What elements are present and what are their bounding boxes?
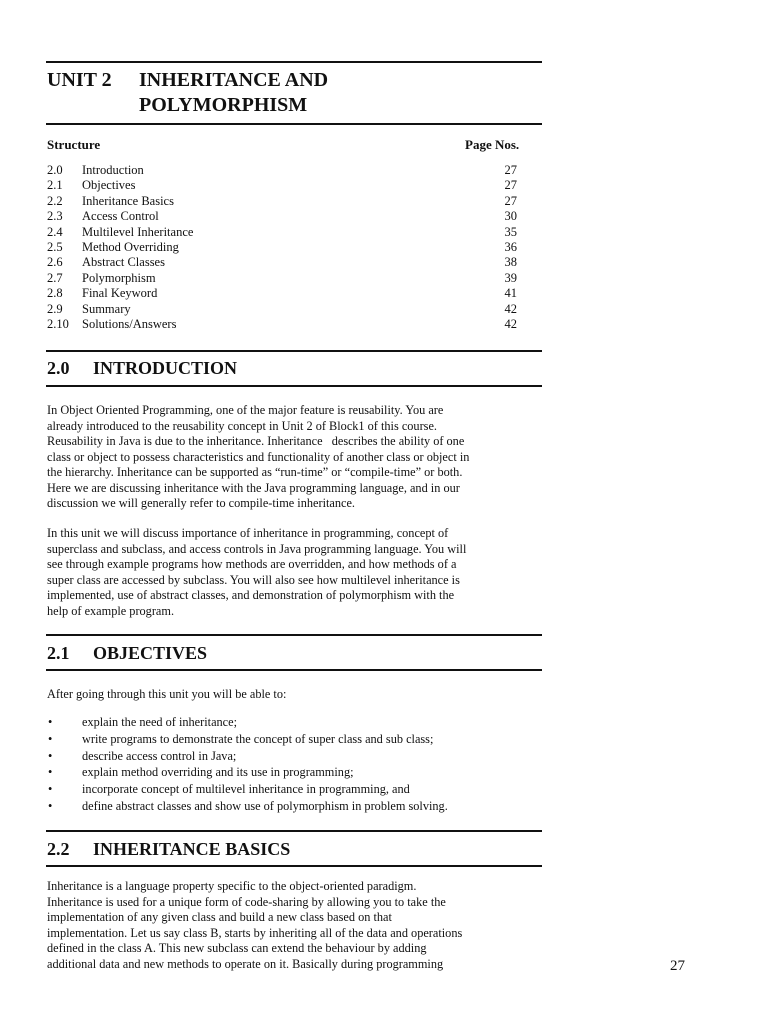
toc-entry-page: 27 xyxy=(504,178,517,193)
toc-entry-label: Access Control xyxy=(82,209,159,224)
list-item xyxy=(47,798,547,815)
bullet-icon: • xyxy=(48,782,53,797)
text-line: the hierarchy. Inheritance can be supported as “run-time” or “compile-time” or both. xyxy=(47,465,463,479)
toc-entry-number: 2.7 xyxy=(47,270,63,285)
list-item-text: define abstract classes and show use of polymorphism in problem solving. xyxy=(82,798,448,813)
toc-entry xyxy=(47,255,517,270)
toc-entry-page: 39 xyxy=(504,270,517,285)
section-title: OBJECTIVES xyxy=(93,643,208,663)
bullet-icon: • xyxy=(48,765,53,780)
text-line: Here we are discussing inheritance with the Java programming language, and in our xyxy=(47,480,460,495)
toc-entry xyxy=(47,209,517,224)
list-item xyxy=(47,781,547,798)
toc-entry-number: 2.6 xyxy=(47,255,63,270)
introduction-paragraph-1 xyxy=(47,403,547,512)
page-number: 27 xyxy=(670,958,685,974)
toc-entry-label: Solutions/Answers xyxy=(82,316,177,331)
toc-entry xyxy=(47,178,517,193)
basics-top-rule xyxy=(46,830,542,832)
text-line: discussion we will generally refer to compile-time inheritance. xyxy=(47,496,355,510)
list-item xyxy=(47,731,547,748)
list-item xyxy=(47,748,547,765)
unit-number: UNIT 2 xyxy=(47,69,112,91)
text-line: Inheritance is used for a unique form of code-sharing by allowing you to take the xyxy=(47,894,446,909)
toc-entry-number: 2.4 xyxy=(47,224,63,239)
list-item-text: explain the need of inheritance; xyxy=(82,715,238,729)
toc-entry-page: 27 xyxy=(504,193,517,208)
objectives-list xyxy=(47,714,547,815)
toc-entry-page: 35 xyxy=(504,224,517,239)
objectives-bottom-rule xyxy=(46,669,542,671)
list-item-text: incorporate concept of multilevel inheritance in programming, and xyxy=(82,782,410,797)
toc-entry xyxy=(47,240,517,255)
toc-entry-page: 41 xyxy=(504,286,517,301)
title-bottom-rule xyxy=(46,123,542,125)
top-rule xyxy=(46,61,542,63)
toc-entry-page: 42 xyxy=(504,316,517,331)
toc-entry-number: 2.2 xyxy=(47,193,63,208)
list-item xyxy=(47,764,547,781)
objectives-heading xyxy=(47,642,207,664)
structure-heading: Structure xyxy=(47,137,101,152)
list-item-text: write programs to demonstrate the concept of super class and sub class; xyxy=(82,731,434,746)
toc-entry xyxy=(47,271,517,286)
intro-top-rule xyxy=(46,350,542,352)
text-line: Inheritance is a language property specific to the object-oriented paradigm. xyxy=(47,879,417,893)
toc-entry-label: Abstract Classes xyxy=(82,255,165,270)
toc-entry-number: 2.9 xyxy=(47,301,63,316)
list-item xyxy=(47,714,547,731)
table-of-contents xyxy=(47,163,517,332)
toc-entry-number: 2.3 xyxy=(47,209,63,224)
toc-entry-label: Introduction xyxy=(82,163,144,177)
section-title: INHERITANCE BASICS xyxy=(93,839,291,859)
inheritance-basics-paragraph xyxy=(47,879,547,972)
toc-entry xyxy=(47,194,517,209)
section-title: INTRODUCTION xyxy=(93,358,238,378)
bullet-icon: • xyxy=(48,731,53,746)
section-number: 2.2 xyxy=(47,839,70,859)
list-item-text: explain method overriding and its use in programming; xyxy=(82,765,354,780)
bullet-icon: • xyxy=(48,715,53,729)
toc-entry-page: 30 xyxy=(504,209,517,224)
objectives-top-rule xyxy=(46,634,542,636)
toc-entry-page: 36 xyxy=(504,239,517,254)
toc-entry xyxy=(47,163,517,178)
toc-entry-label: Summary xyxy=(82,301,131,316)
toc-entry-label: Polymorphism xyxy=(82,270,156,285)
toc-entry xyxy=(47,302,517,317)
toc-entry-label: Final Keyword xyxy=(82,286,158,301)
basics-bottom-rule xyxy=(46,865,542,867)
text-line: defined in the class A. This new subclass can extend the behaviour by adding xyxy=(47,941,427,955)
text-line: class or object to possess characteristics and functionality of another class or object in xyxy=(47,449,470,464)
section-number: 2.1 xyxy=(47,643,70,663)
text-line: additional data and new methods to operate on it. Basically during programming xyxy=(47,956,444,971)
text-line: superclass and subclass, and access controls in Java programming language. You will xyxy=(47,541,467,556)
text-line: Reusability in Java is due to the inheritance. Inheritance describes the ability of one xyxy=(47,434,465,448)
toc-entry-page: 42 xyxy=(504,301,517,316)
unit-title-line-1: INHERITANCE AND xyxy=(139,69,329,91)
text-line: implemented, use of abstract classes, and demonstration of polymorphism with the xyxy=(47,588,455,602)
text-line: super class are accessed by subclass. You will also see how multilevel inheritance is xyxy=(47,572,460,587)
unit-title-line-2: POLYMORPHISM xyxy=(139,94,308,116)
toc-entry-number: 2.10 xyxy=(47,316,69,331)
toc-entry xyxy=(47,286,517,301)
list-item-text: describe access control in Java; xyxy=(82,748,237,763)
toc-entry-page: 27 xyxy=(504,163,517,177)
toc-entry-page: 38 xyxy=(504,255,517,270)
introduction-paragraph-2 xyxy=(47,526,547,619)
objectives-intro: After going through this unit you will be able to: xyxy=(47,687,287,701)
toc-entry xyxy=(47,317,517,332)
text-line: see through example programs how methods are overridden, and how methods of a xyxy=(47,557,457,571)
inheritance-basics-heading xyxy=(47,838,290,860)
page-nos-heading: Page Nos. xyxy=(465,137,520,152)
toc-entry-number: 2.0 xyxy=(47,163,63,177)
toc-entry-label: Method Overriding xyxy=(82,239,179,254)
toc-entry xyxy=(47,225,517,240)
text-line: help of example program. xyxy=(47,603,175,618)
text-line: In Object Oriented Programming, one of the major feature is reusability. You are xyxy=(47,403,444,417)
bullet-icon: • xyxy=(48,798,53,813)
text-line: implementation. Let us say class B, starts by inheriting all of the data and operations xyxy=(47,925,463,940)
bullet-icon: • xyxy=(48,748,53,763)
text-line: implementation of any given class and build a new class based on that xyxy=(47,910,392,924)
toc-entry-label: Objectives xyxy=(82,178,136,193)
section-number: 2.0 xyxy=(47,358,70,378)
toc-entry-number: 2.8 xyxy=(47,286,63,301)
toc-entry-label: Inheritance Basics xyxy=(82,193,174,208)
text-line: In this unit we will discuss importance of inheritance in programming, concept of xyxy=(47,526,449,540)
intro-bottom-rule xyxy=(46,385,542,387)
toc-entry-label: Multilevel Inheritance xyxy=(82,224,194,239)
introduction-heading xyxy=(47,357,237,379)
text-line: already introduced to the reusability concept in Unit 2 of Block1 of this course. xyxy=(47,418,437,433)
toc-entry-number: 2.1 xyxy=(47,178,63,193)
toc-entry-number: 2.5 xyxy=(47,239,63,254)
